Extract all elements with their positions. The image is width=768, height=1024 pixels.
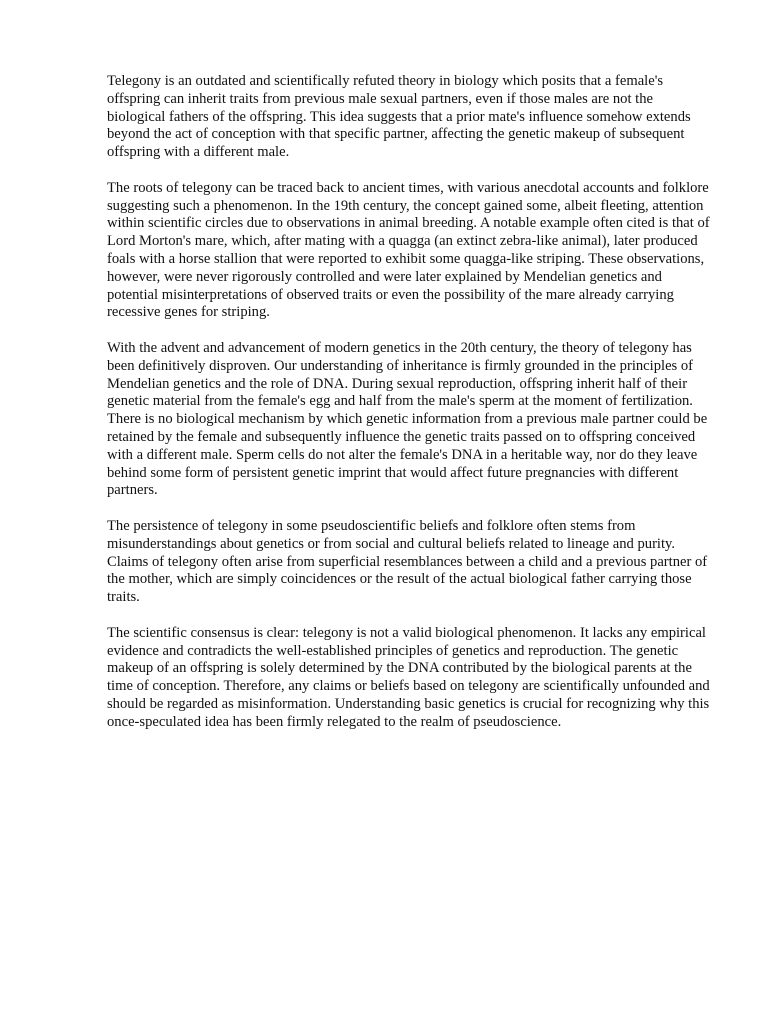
paragraph-5: The scientific consensus is clear: telegony is not a valid biological phenomenon. It lacks any empirical evidence and contradicts the well-established principles of genetics and reproduction. The genetic makeup of an offspring is solely determined by the DNA contributed by the biological parents at the time of conception. Therefore, any claims or beliefs based on telegony are scientifically unfounded and should be regarded as misinformation. Understanding basic genetics is crucial for recognizing why this once-speculated idea has been firmly relegated to the realm of pseudoscience.	[107, 624, 710, 730]
paragraph-4: The persistence of telegony in some pseudoscientific beliefs and folklore often stems from misunderstandings about genetics or from social and cultural beliefs related to lineage and purity. Claims of telegony often arise from superficial resemblances between a child and a previous partner of the mother, which are simply coincidences or the result of the actual biological father carrying those traits.	[107, 517, 708, 606]
paragraph-1: Telegony is an outdated and scientifically refuted theory in biology which posits that a female's offspring can inherit traits from previous male sexual partners, even if those males are not the biological fathers of the offspring. This idea suggests that a prior mate's influence somehow extends beyond the act of conception with that specific partner, affecting the genetic makeup of subsequent offspring with a different male.	[107, 73, 691, 161]
paragraph-3: With the advent and advancement of modern genetics in the 20th century, the theory of telegony has been definitively disproven. Our understanding of inheritance is firmly grounded in the principles of Mendelian genetics and the role of DNA. During sexual reproduction, offspring inherit half of their genetic material from the female's egg and half from the male's sperm at the moment of fertilization. There is no biological mechanism by which genetic information from a previous male partner could be retained by the female and subsequently influence the genetic traits passed on to offspring conceived with a different male. Sperm cells do not alter the female's DNA in a heritable way, nor do they leave behind some form of persistent genetic imprint that would affect future pregnancies with different partners.	[107, 339, 708, 499]
document-body	[107, 73, 715, 749]
paragraph-2: The roots of telegony can be traced back to ancient times, with various anecdotal accounts and folklore suggesting such a phenomenon. In the 19th century, the concept gained some, albeit fleeting, attention within scientific circles due to observations in animal breeding. A notable example often cited is that of Lord Morton's mare, which, after mating with a quagga (an extinct zebra-like animal), later produced foals with a horse stallion that were reported to exhibit some quagga-like striping. These observations, however, were never rigorously controlled and were later explained by Mendelian genetics and potential misinterpretations of observed traits or even the possibility of the mare already carrying recessive genes for striping.	[107, 179, 710, 321]
